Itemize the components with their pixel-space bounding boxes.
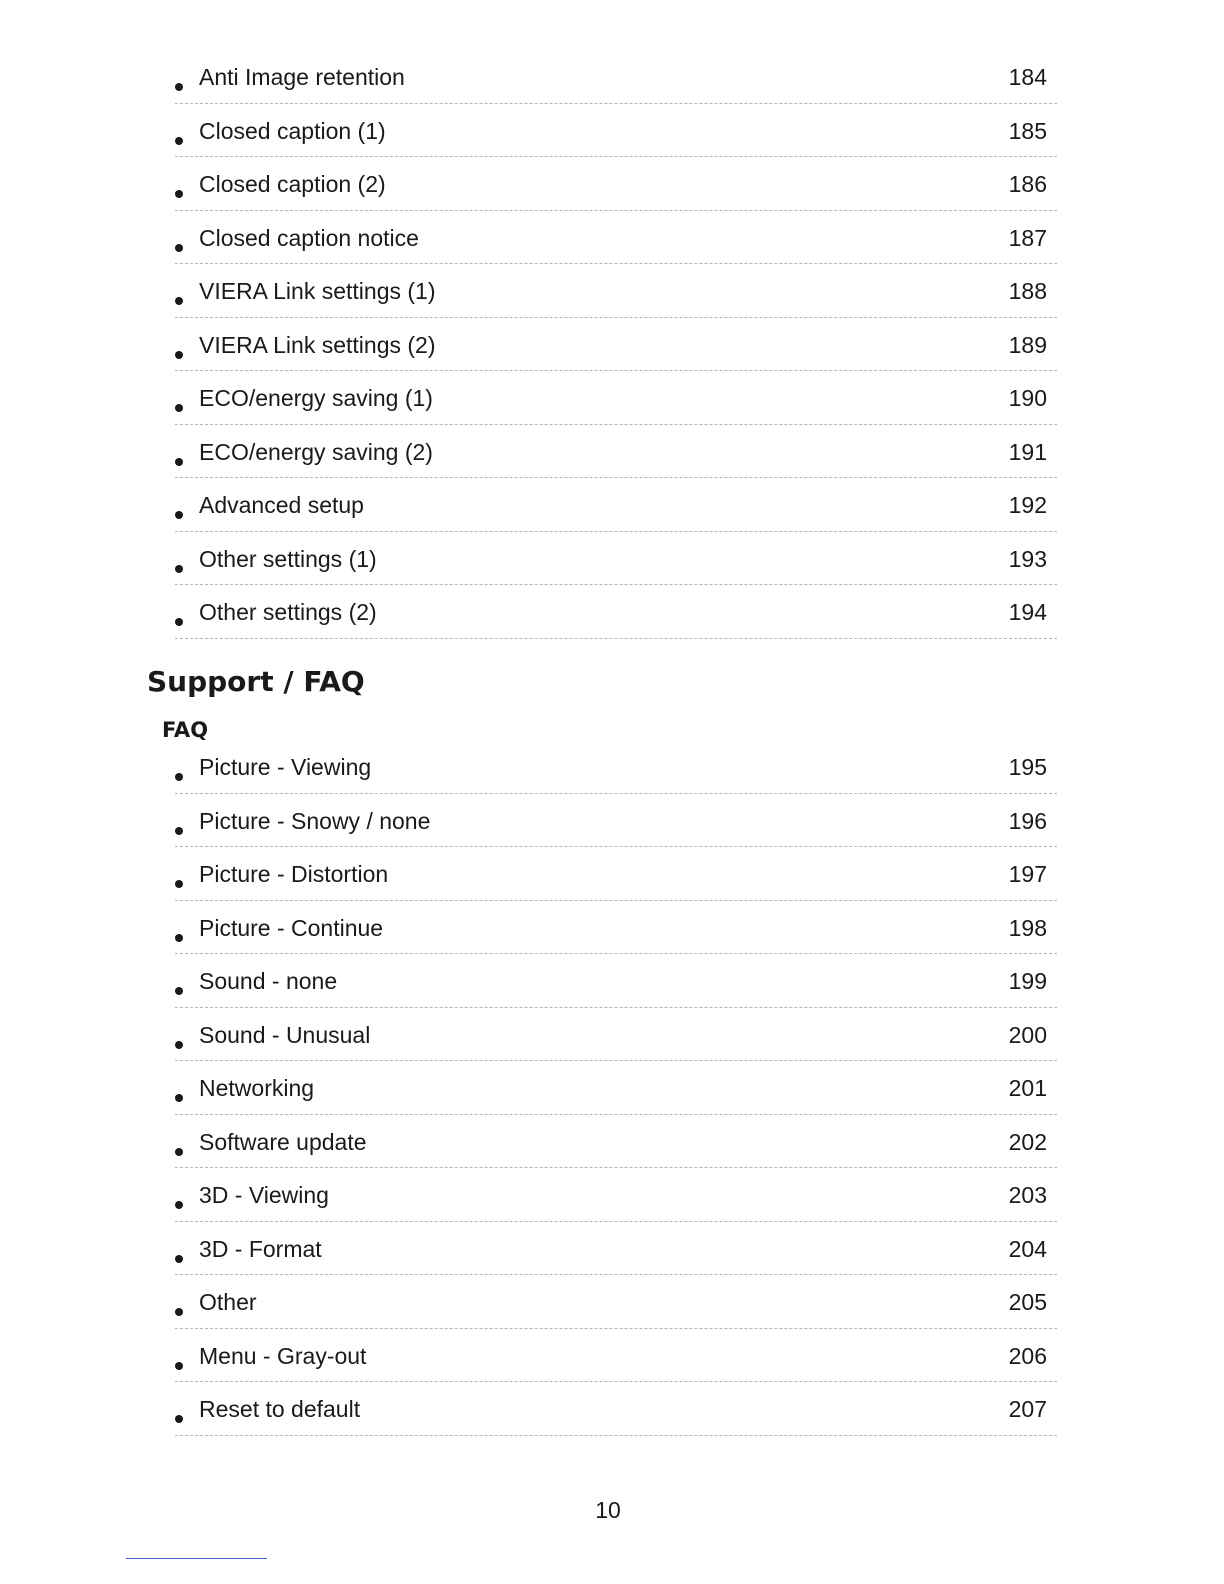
- toc-entry-label[interactable]: Picture - Continue: [199, 914, 384, 941]
- toc-entry-label[interactable]: Picture - Viewing: [199, 754, 372, 780]
- toc-entry-label[interactable]: Software update: [199, 1128, 367, 1155]
- toc-entry-label[interactable]: Picture - Snowy / none: [199, 807, 431, 834]
- toc-entry-label[interactable]: Networking: [199, 1075, 315, 1101]
- toc-entry-page[interactable]: 197: [1008, 861, 1047, 887]
- toc-entry-page[interactable]: 186: [1008, 171, 1047, 197]
- bullet-icon: [175, 565, 183, 573]
- bullet-icon: [175, 1415, 183, 1423]
- toc-entry-page[interactable]: 187: [1008, 224, 1047, 251]
- toc-entry[interactable]: [175, 104, 1057, 158]
- toc-entry[interactable]: [175, 901, 1057, 955]
- bullet-icon: [175, 1362, 183, 1370]
- toc-entry-page[interactable]: 204: [1008, 1235, 1047, 1262]
- toc-entry-label[interactable]: ECO/energy saving (2): [199, 438, 433, 465]
- toc-entry-page[interactable]: 207: [1008, 1396, 1047, 1422]
- toc-entry-label[interactable]: ECO/energy saving (1): [199, 385, 433, 411]
- bullet-icon: [175, 1255, 183, 1263]
- bullet-icon: [175, 190, 183, 198]
- toc-list-settings: [175, 50, 1057, 639]
- toc-entry[interactable]: [175, 425, 1057, 479]
- toc-entry-label[interactable]: Other settings (1): [199, 545, 377, 572]
- toc-entry-page[interactable]: 203: [1008, 1182, 1047, 1208]
- bullet-icon: [175, 773, 183, 781]
- toc-entry[interactable]: [175, 1115, 1057, 1169]
- bullet-icon: [175, 1148, 183, 1156]
- bullet-icon: [175, 511, 183, 519]
- toc-entry[interactable]: [175, 1008, 1057, 1062]
- footer-rule: [126, 1558, 267, 1559]
- toc-entry-page[interactable]: 202: [1008, 1128, 1047, 1155]
- toc-entry-page[interactable]: 200: [1008, 1021, 1047, 1048]
- toc-entry[interactable]: [175, 1382, 1057, 1436]
- toc-entry[interactable]: [175, 532, 1057, 586]
- toc-entry-page[interactable]: 196: [1008, 807, 1047, 834]
- toc-entry[interactable]: [175, 264, 1057, 318]
- toc-entry[interactable]: [175, 585, 1057, 639]
- toc-entry-page[interactable]: 193: [1008, 545, 1047, 572]
- toc-entry[interactable]: [175, 318, 1057, 372]
- toc-entry-label[interactable]: Picture - Distortion: [199, 861, 389, 887]
- toc-entry-label[interactable]: VIERA Link settings (1): [199, 278, 436, 304]
- toc-entry[interactable]: [175, 1222, 1057, 1276]
- toc-entry-label[interactable]: Closed caption (2): [199, 171, 386, 197]
- toc-entry[interactable]: [175, 954, 1057, 1008]
- bullet-icon: [175, 880, 183, 888]
- section-title: Support / FAQ: [147, 665, 365, 698]
- toc-entry-page[interactable]: 198: [1008, 914, 1047, 941]
- bullet-icon: [175, 618, 183, 626]
- toc-entry-page[interactable]: 205: [1008, 1289, 1047, 1315]
- toc-entry-label[interactable]: Other: [199, 1289, 257, 1315]
- bullet-icon: [175, 458, 183, 466]
- bullet-icon: [175, 1201, 183, 1209]
- toc-entry[interactable]: [175, 1329, 1057, 1383]
- toc-entry[interactable]: [175, 157, 1057, 211]
- bullet-icon: [175, 827, 183, 835]
- toc-entry-label[interactable]: VIERA Link settings (2): [199, 331, 436, 358]
- bullet-icon: [175, 934, 183, 942]
- toc-entry-page[interactable]: 189: [1008, 331, 1047, 358]
- toc-entry[interactable]: [175, 740, 1057, 794]
- toc-entry-page[interactable]: 190: [1008, 385, 1047, 411]
- toc-entry[interactable]: [175, 847, 1057, 901]
- toc-entry-label[interactable]: Menu - Gray-out: [199, 1342, 367, 1369]
- page-number: 10: [595, 1497, 621, 1523]
- toc-entry-label[interactable]: Anti Image retention: [199, 64, 405, 90]
- toc-entry-label[interactable]: Closed caption notice: [199, 224, 419, 251]
- toc-entry-label[interactable]: Closed caption (1): [199, 117, 386, 144]
- toc-entry[interactable]: [175, 50, 1057, 104]
- toc-entry-page[interactable]: 192: [1008, 492, 1047, 518]
- toc-entry[interactable]: [175, 478, 1057, 532]
- bullet-icon: [175, 244, 183, 252]
- toc-entry-label[interactable]: Other settings (2): [199, 599, 377, 625]
- toc-entry[interactable]: [175, 794, 1057, 848]
- bullet-icon: [175, 83, 183, 91]
- toc-entry-page[interactable]: 206: [1008, 1342, 1047, 1369]
- toc-entry-label[interactable]: Reset to default: [199, 1396, 361, 1422]
- toc-entry-page[interactable]: 188: [1008, 278, 1047, 304]
- toc-entry-label[interactable]: 3D - Format: [199, 1235, 322, 1262]
- bullet-icon: [175, 404, 183, 412]
- toc-entry-label[interactable]: 3D - Viewing: [199, 1182, 329, 1208]
- bullet-icon: [175, 351, 183, 359]
- toc-entry[interactable]: [175, 371, 1057, 425]
- bullet-icon: [175, 1308, 183, 1316]
- bullet-icon: [175, 137, 183, 145]
- toc-entry-page[interactable]: 201: [1008, 1075, 1047, 1101]
- toc-entry[interactable]: [175, 1061, 1057, 1115]
- toc-entry-label[interactable]: Sound - none: [199, 968, 338, 994]
- toc-entry-page[interactable]: 185: [1008, 117, 1047, 144]
- toc-entry[interactable]: [175, 1275, 1057, 1329]
- toc-entry-page[interactable]: 191: [1008, 438, 1047, 465]
- toc-entry-page[interactable]: 199: [1008, 968, 1047, 994]
- subsection-title: FAQ: [162, 718, 209, 742]
- toc-entry-page[interactable]: 184: [1008, 64, 1047, 90]
- bullet-icon: [175, 297, 183, 305]
- toc-entry-label[interactable]: Sound - Unusual: [199, 1021, 371, 1048]
- toc-entry-label[interactable]: Advanced setup: [199, 492, 364, 518]
- bullet-icon: [175, 1094, 183, 1102]
- toc-entry[interactable]: [175, 1168, 1057, 1222]
- bullet-icon: [175, 1041, 183, 1049]
- toc-entry[interactable]: [175, 211, 1057, 265]
- bullet-icon: [175, 987, 183, 995]
- toc-list-faq: [175, 740, 1057, 1436]
- toc-entry-page[interactable]: 194: [1008, 599, 1047, 625]
- toc-entry-page[interactable]: 195: [1008, 754, 1047, 780]
